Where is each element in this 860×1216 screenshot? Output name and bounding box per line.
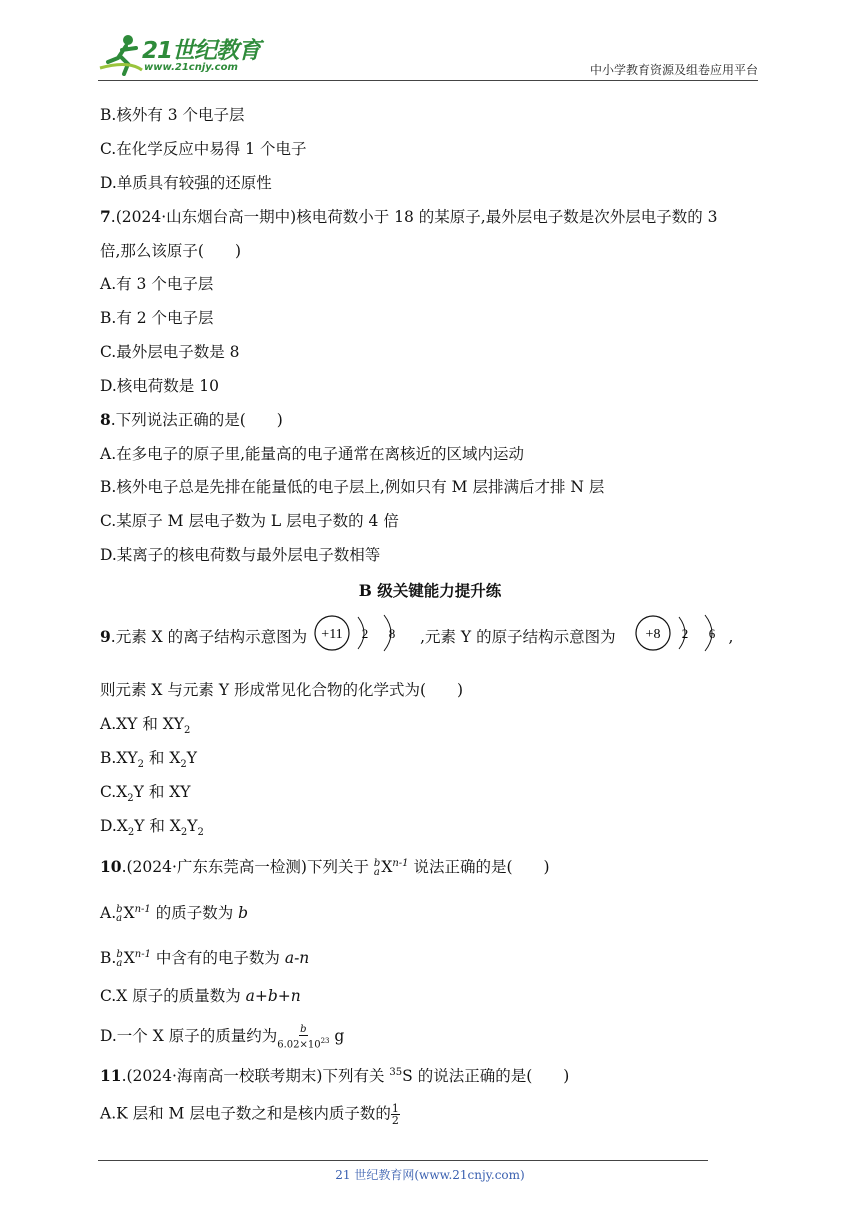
q10-d-pre: D.一个 X 原子的质量约为: [100, 1027, 278, 1046]
q10-isotope: [374, 859, 380, 877]
section-b-title: B 级关键能力提升练: [358, 581, 502, 600]
q11-number: 11: [100, 1066, 122, 1086]
q10-c-var: a+b+n: [245, 987, 301, 1005]
q6-option-c: C.在化学反应中易得 1 个电子: [100, 140, 307, 158]
q10-option-d: [100, 1024, 344, 1050]
header-divider: [98, 80, 758, 81]
atom-y-nucleus: +8: [645, 627, 660, 642]
q9-d-pre: D.X: [100, 817, 128, 835]
q10-d-unit: g: [329, 1027, 345, 1046]
q9-stem-a: .元素 X 的离子结构示意图为: [110, 628, 308, 646]
iso-charge: n-1: [134, 904, 151, 915]
q7-stem: [100, 207, 718, 227]
q9-stem-c: ,: [728, 628, 734, 646]
iso-charge: n-1: [134, 949, 151, 960]
q8-option-d: D.某离子的核电荷数与最外层电子数相等: [100, 546, 381, 564]
q10-a-post: 的质子数为: [150, 904, 239, 923]
q11-iso-mass: 35: [389, 1067, 403, 1078]
q9-stem: [100, 623, 733, 653]
frac-den: 2: [391, 1114, 399, 1127]
ion-x-diagram: [312, 613, 420, 653]
q10-a-pre: A.: [100, 904, 117, 923]
iso-mass: b: [373, 858, 381, 870]
q10-b-pre: B.: [100, 949, 117, 968]
q11-a-pre: A.K 层和 M 层电子数之和是核内质子数的: [100, 1104, 391, 1123]
q10-b-post: 中含有的电子数为: [150, 949, 285, 968]
ion-x-shell-2: 8: [388, 626, 396, 641]
q9-c-post: Y 和 XY: [133, 783, 191, 801]
frac-num: b: [300, 1024, 307, 1035]
q7-option-d: D.核电荷数是 10: [100, 377, 219, 395]
q9-d-mid2: Y: [187, 817, 198, 835]
platform-label: 中小学教育资源及组卷应用平台: [589, 63, 758, 77]
q9-c-sub: 2: [127, 793, 134, 805]
q9-b-sub: 2: [137, 759, 144, 771]
q10-stem-post: 说法正确的是( ): [408, 858, 550, 877]
q6-option-d: D.单质具有较强的还原性: [100, 174, 272, 192]
q10-number: 10: [100, 857, 122, 877]
ion-x-shell-1: 2: [361, 626, 369, 641]
q9-b-post: 和 X: [143, 749, 181, 767]
q8-option-b: B.核外电子总是先排在能量低的电子层上,例如只有 M 层排满后才排 N 层: [100, 478, 605, 496]
q8-option-c: C.某原子 M 层电子数为 L 层电子数的 4 倍: [100, 512, 399, 530]
iso-charge: n-1: [392, 858, 409, 869]
frac-den-exp: 23: [320, 1037, 330, 1045]
iso-z: a: [116, 958, 123, 970]
logo-text: 21世纪教育: [142, 38, 261, 64]
q10-stem: [100, 854, 550, 877]
q9-d-sub3: 2: [197, 827, 204, 839]
iso-z: a: [116, 913, 123, 925]
page-footer: 21 世纪教育网(www.21cnjy.com): [335, 1168, 525, 1182]
ion-x-nucleus: +11: [321, 627, 343, 642]
atom-y-shell-2: 6: [708, 626, 715, 641]
q11-a-fraction: [391, 1103, 400, 1126]
q11-iso-symbol: S: [402, 1067, 413, 1086]
iso-z: a: [373, 867, 380, 879]
q9-stem-line2: 则元素 X 与元素 Y 形成常见化合物的化学式为( ): [100, 681, 464, 699]
frac-num: 1: [391, 1102, 399, 1115]
q9-option-c: [100, 782, 191, 809]
q7-option-c: C.最外层电子数是 8: [100, 343, 240, 361]
q7-stem-line2: 倍,那么该原子( ): [100, 242, 242, 260]
q11-stem-post: 的说法正确的是( ): [412, 1067, 570, 1086]
q10-b-var: a-n: [284, 949, 310, 968]
q10-b-isotope: [116, 950, 122, 968]
iso-symbol: X: [123, 904, 135, 923]
q10-option-b: [100, 945, 309, 968]
q7-option-b: B.有 2 个电子层: [100, 309, 214, 327]
q9-stem-b: ,元素 Y 的原子结构示意图为: [420, 628, 616, 646]
q11-option-a: [100, 1103, 400, 1126]
atom-y-diagram: [621, 613, 729, 653]
q8-stem-text: .下列说法正确的是( ): [110, 411, 283, 429]
logo-url: www.21cnjy.com: [144, 62, 238, 73]
q10-a-var: b: [238, 904, 249, 923]
iso-mass: b: [116, 904, 123, 916]
q9-number: 9: [100, 627, 111, 646]
q9-d-sub: 2: [127, 827, 135, 839]
q10-a-isotope: [116, 905, 122, 923]
q6-option-b: B.核外有 3 个电子层: [100, 106, 245, 124]
q9-d-sub2: 2: [180, 827, 188, 839]
footer-divider: [98, 1160, 708, 1161]
q9-option-b: [100, 748, 197, 775]
q10-c-pre: C.X 原子的质量数为: [100, 987, 246, 1005]
iso-symbol: X: [123, 949, 135, 968]
q10-option-a: [100, 900, 248, 923]
frac-den-base: 6.02×10: [277, 1039, 321, 1051]
q8-number: 8: [100, 410, 111, 429]
q9-b-sub2: 2: [180, 759, 187, 771]
atom-y-shell-1: 2: [681, 626, 688, 641]
q10-d-fraction: [277, 1024, 329, 1050]
page-header: [98, 28, 758, 80]
q9-b-end: Y: [186, 749, 197, 767]
q9-d-mid: Y 和 X: [134, 817, 181, 835]
q9-a-sub: 2: [184, 725, 191, 737]
q7-number: 7: [100, 207, 111, 226]
iso-symbol: X: [381, 858, 393, 877]
q9-a-text: A.XY 和 XY: [100, 715, 185, 733]
q10-option-c: [100, 986, 301, 1006]
q9-option-d: [100, 816, 204, 843]
q8-option-a: A.在多电子的原子里,能量高的电子通常在离核近的区域内运动: [100, 445, 525, 463]
iso-mass: b: [116, 949, 123, 961]
q8-stem: [100, 410, 283, 430]
q7-stem-text: .(2024·山东烟台高一期中)核电荷数小于 18 的某原子,最外层电子数是次外层电子数的 3: [110, 208, 718, 226]
q11-stem-pre: .(2024·海南高一校联考期末)下列有关: [121, 1067, 390, 1086]
q9-b-pre: B.XY: [100, 749, 138, 767]
q9-c-pre: C.X: [100, 783, 128, 801]
q10-stem-pre: .(2024·广东东莞高一检测)下列关于: [121, 858, 374, 877]
frac-den: [277, 1036, 329, 1050]
q9-option-a: [100, 714, 190, 741]
q11-stem: [100, 1063, 569, 1086]
q7-option-a: A.有 3 个电子层: [100, 275, 214, 293]
